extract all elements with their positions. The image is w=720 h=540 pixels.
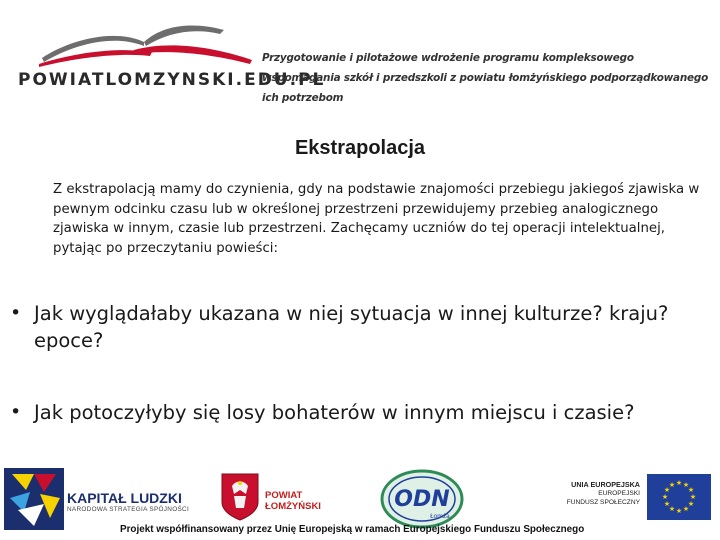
- bullet-dot: •: [10, 401, 22, 423]
- svg-text:★: ★: [663, 500, 671, 508]
- svg-text:★: ★: [668, 505, 676, 513]
- powiat-logo: [14, 20, 326, 100]
- bullet-dot: •: [10, 302, 22, 324]
- svg-text:★: ★: [689, 493, 697, 501]
- kl-title: KAPITAŁ LUDZKI: [67, 490, 182, 506]
- intro-paragraph: Z ekstrapolacją mamy do czynienia, gdy na podstawie znajomości przebiegu jakiegoś zjawiska w pewnym odcinku czasu lub w określonej przestrzeni przewidujemy przebieg analogicznego zjawiska w innym, czasie lub przestrzeni. Zachęcamy uczniów do tej operacji intelektualnej, pytając po przeczytaniu powieści:: [53, 182, 700, 256]
- powiat-lomzynski-label: [265, 490, 321, 512]
- svg-text:★: ★: [661, 493, 669, 501]
- project-description: Przygotowanie i pilotażowe wdrożenie programu kompleksowego wspomagania szkół i przedszkoli z powiatu łomżyńskiego podporządkowanego ich potrzebom: [262, 52, 709, 104]
- bullet-item: [10, 300, 710, 354]
- footer: [0, 460, 720, 540]
- eu-line-2: EUROPEJSKI: [598, 490, 640, 497]
- eu-label: [555, 480, 640, 507]
- odn-sub: Łomża: [430, 513, 450, 520]
- svg-text:★: ★: [668, 481, 676, 489]
- kapital-ludzki: [67, 490, 189, 513]
- bullet-text: Jak potoczyłyby się losy bohaterów w innym miejscu i czasie?: [34, 401, 635, 424]
- odn-logo-icon: [380, 468, 464, 530]
- bullet-text: Jak wyglądałaby ukazana w niej sytuacja w innej kulturze? kraju? epoce?: [34, 302, 669, 352]
- book-swoosh-icon: [24, 20, 254, 68]
- header: [0, 0, 720, 110]
- svg-text:★: ★: [675, 507, 683, 515]
- bullet-list: [10, 300, 710, 426]
- slide-title: [0, 137, 720, 160]
- kapital-ludzki-logo-icon: [4, 468, 64, 530]
- eu-line-3: FUNDUSZ SPOŁECZNY: [566, 499, 640, 506]
- cofinancing-note: Projekt współfinansowany przez Unię Europejską w ramach Europejskiego Funduszu Społecznego: [120, 524, 585, 535]
- svg-text:★: ★: [675, 479, 683, 487]
- svg-text:★: ★: [687, 486, 695, 494]
- svg-text:★: ★: [682, 481, 690, 489]
- bullet-item: [10, 399, 710, 426]
- powiat-line-2: ŁOMŻYŃSKI: [265, 501, 321, 512]
- logo-text: POWIATLOMZYNSKI.EDU.PL: [18, 70, 326, 90]
- eu-line-1: UNIA EUROPEJSKA: [571, 480, 640, 489]
- svg-text:★: ★: [682, 505, 690, 513]
- svg-text:★: ★: [663, 486, 671, 494]
- powiat-crest-icon: [220, 472, 260, 522]
- powiat-line-1: POWIAT: [265, 490, 303, 501]
- svg-text:★: ★: [687, 500, 695, 508]
- eu-flag-icon: [647, 474, 711, 520]
- odn-text: ODN: [394, 487, 450, 512]
- kl-subtitle: NARODOWA STRATEGIA SPÓJNOŚCI: [67, 506, 190, 513]
- slide-title-text: Ekstrapolacja: [294, 137, 426, 159]
